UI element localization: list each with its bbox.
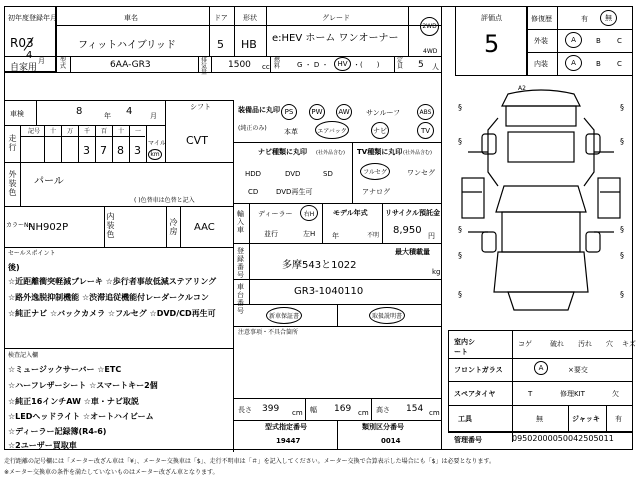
mgmt-label: 管理番号 bbox=[454, 436, 482, 444]
inspection-year-unit: 年 bbox=[104, 112, 111, 120]
inspector-item-1: ☆ミュージックサーバー ☆ETC bbox=[8, 365, 122, 374]
equipment-tv: TV bbox=[417, 122, 434, 139]
exterior-color: パール bbox=[34, 176, 64, 187]
mileage-digit-4: 8 bbox=[117, 144, 124, 157]
svg-text:§: § bbox=[620, 251, 624, 260]
shape: HB bbox=[241, 38, 257, 51]
mileage-unit-3: 百 bbox=[101, 128, 108, 135]
nav-hdd: HDD bbox=[245, 170, 262, 178]
mileage-digit-3: 7 bbox=[100, 144, 107, 157]
mileage-unit-5: 一 bbox=[135, 128, 142, 135]
equipment-airbag: エアバック bbox=[315, 121, 349, 139]
type-no: 19447 bbox=[276, 437, 301, 445]
exterior-note: ( )色替車は色替と記入 bbox=[134, 197, 195, 204]
color-no: NH902P bbox=[28, 222, 69, 233]
manual-selected: 取扱説明書 bbox=[369, 307, 405, 324]
chassis-label: 車台番号 bbox=[237, 283, 244, 315]
spare-missing: 欠 bbox=[612, 390, 619, 398]
nav-cd: CD bbox=[248, 188, 259, 196]
room-item-dirt: 汚れ bbox=[578, 340, 592, 348]
chassis: GR3-1040110 bbox=[294, 286, 364, 297]
spare-t: T bbox=[528, 390, 533, 398]
repair-none-selected: 無 bbox=[600, 10, 617, 26]
length-unit: cm bbox=[292, 409, 303, 417]
mileage-label: 走行 bbox=[8, 134, 17, 152]
drive-2wd-selected: 2WD bbox=[420, 17, 439, 36]
cooler-label: 冷房 bbox=[169, 218, 178, 236]
svg-text:§: § bbox=[458, 290, 462, 299]
tv-title: TV種類に丸印 bbox=[357, 148, 403, 156]
svg-text:§: § bbox=[620, 137, 624, 146]
interior-grade-b: B bbox=[596, 60, 601, 68]
reg-no: 多摩543と1022 bbox=[282, 260, 357, 271]
room-item-hole: 穴 bbox=[606, 340, 613, 348]
selling-points-title: セールスポイント bbox=[8, 250, 56, 257]
room-item-scratch: キズ bbox=[622, 340, 636, 348]
room-item-koge: コゲ bbox=[518, 340, 532, 348]
import-label: 輸入車 bbox=[237, 210, 244, 234]
footer-line-2: ※メーター交換車の条件を満たしていないものはメーター改ざん車となります。 bbox=[4, 469, 219, 476]
selling-point-1: ☆近距離衝突軽減ブレーキ ☆歩行者事故低減ステアリング bbox=[8, 277, 217, 286]
mgmt-no: 09502000050042505011 bbox=[512, 434, 614, 443]
model-name: フィットハイブリッド bbox=[78, 40, 176, 51]
displacement: 1500 bbox=[228, 60, 251, 70]
mileage-unit-2: 千 bbox=[84, 128, 91, 135]
score-label: 評価点 bbox=[481, 14, 502, 22]
equipment-aw: AW bbox=[336, 104, 352, 120]
fuel-selected: HV bbox=[334, 57, 351, 71]
tools-label: 工具 bbox=[458, 415, 472, 423]
equipment-title: 装備品に丸印 bbox=[238, 106, 280, 114]
reg-year: R03 bbox=[10, 36, 34, 50]
height: 154 bbox=[406, 404, 424, 414]
fuel-label: 燃料 bbox=[274, 57, 281, 70]
drive-4wd: 4WD bbox=[423, 48, 438, 55]
reg-no-label: 登録番号 bbox=[237, 247, 244, 279]
tv-note: (社外品含む) bbox=[403, 150, 432, 156]
capacity-label: 定員 bbox=[397, 57, 404, 70]
tv-oneseg: ワンセグ bbox=[407, 169, 435, 177]
reg-year-label: 初年度登録年月 bbox=[8, 14, 57, 22]
inspection-label: 車検 bbox=[10, 110, 24, 118]
exterior-grade-a: A bbox=[565, 32, 582, 48]
new-car-warranty-selected: 新車保証書 bbox=[266, 307, 302, 324]
recycle-label: リサイクル預託金 bbox=[385, 209, 441, 217]
model-year-unknown: 不明 bbox=[367, 232, 380, 239]
tv-analog: アナログ bbox=[362, 188, 390, 196]
footer-line-1: 走行距離の記号欄には「メーター改ざん車は「¥」、メーター交換車は「$」、走行不明車は「＃」を記入してください。メーター交換で合算表示した場合にも「$」は必要となります。 bbox=[4, 458, 495, 465]
height-unit: cm bbox=[429, 409, 440, 417]
exterior-grade-label: 外装 bbox=[534, 37, 548, 45]
type-label: 型式 bbox=[60, 57, 67, 70]
svg-text:§: § bbox=[458, 225, 462, 234]
shape-label: 形状 bbox=[243, 14, 257, 22]
glass-a-selected: A bbox=[534, 361, 548, 375]
spare-label: スペアタイヤ bbox=[454, 390, 496, 398]
displacement-unit: cc bbox=[262, 63, 270, 71]
nav-dvd-playback: DVD再生可 bbox=[276, 188, 313, 196]
svg-text:§: § bbox=[458, 251, 462, 260]
mileage-unit-mile: マイル bbox=[148, 140, 166, 147]
capacity-unit: 人 bbox=[432, 63, 439, 71]
max-load-label: 最大積載量 bbox=[395, 248, 430, 256]
length-label: 長さ bbox=[238, 406, 252, 414]
shift: CVT bbox=[186, 134, 208, 147]
interior-grade-label: 内装 bbox=[534, 60, 548, 68]
fuel-other: ・( ) bbox=[353, 61, 380, 69]
svg-text:§: § bbox=[458, 137, 462, 146]
inspector-item-5: ☆ディーラー記録簿(R4-6) bbox=[8, 427, 107, 436]
nav-sd: SD bbox=[323, 170, 333, 178]
svg-text:§: § bbox=[458, 103, 462, 112]
nav-note: (社外品含む) bbox=[316, 150, 345, 156]
svg-text:§: § bbox=[620, 290, 624, 299]
mileage-unit-km: km bbox=[148, 149, 162, 160]
mileage-digit-2: 3 bbox=[83, 144, 90, 157]
selling-point-2: ☆路外逸脱抑制機能 ☆渋滞追従機能付レーダークルコン bbox=[8, 293, 209, 302]
equipment-subtitle: (純正のみ) bbox=[238, 125, 267, 132]
interior-label: 内装色 bbox=[106, 212, 115, 239]
doors-label: ドア bbox=[214, 14, 228, 22]
model-label: 車名 bbox=[124, 14, 138, 22]
recycle-value: 8,950 bbox=[393, 225, 422, 236]
import-handle-left: 左H bbox=[303, 230, 316, 238]
import-handle-right-selected: 右H bbox=[300, 205, 318, 221]
mileage-unit-4: 十 bbox=[118, 128, 125, 135]
caution-label: 注意事項・不具合箇所 bbox=[238, 329, 299, 336]
room-label: 室内シート bbox=[454, 338, 475, 356]
capacity: 5 bbox=[418, 60, 424, 70]
interior-grade-c: C bbox=[617, 60, 622, 68]
tools-value: 無 bbox=[536, 415, 543, 423]
import-parallel: 並行 bbox=[264, 230, 278, 238]
nav-title: ナビ種類に丸印 bbox=[258, 148, 307, 156]
grade: e:HEV ホーム ワンオーナー bbox=[272, 33, 399, 44]
import-dealer: ディーラー bbox=[258, 210, 293, 218]
equipment-ps: PS bbox=[281, 104, 297, 120]
interior-grade-a: A bbox=[565, 55, 582, 71]
reg-month: 4 bbox=[26, 50, 33, 61]
car-diagram bbox=[448, 82, 634, 322]
svg-text:§: § bbox=[620, 103, 624, 112]
mileage-unit-0: 十 bbox=[50, 128, 57, 135]
inspector-item-3: ☆純正16インチAW ☆車・ナビ取説 bbox=[8, 397, 139, 406]
recycle-unit: 円 bbox=[428, 232, 435, 240]
reg-month-unit: 月 bbox=[38, 57, 45, 65]
model-year-label: モデル年式 bbox=[333, 209, 368, 217]
inspection-year: 8 bbox=[76, 106, 83, 117]
glass-replace: ×要交 bbox=[568, 366, 588, 374]
shift-label: シフト bbox=[190, 103, 211, 111]
svg-text:§: § bbox=[620, 225, 624, 234]
use: 自家用 bbox=[10, 63, 38, 73]
jack-value: 有 bbox=[615, 415, 622, 423]
doors: 5 bbox=[217, 38, 224, 51]
equipment-abs: ABS bbox=[417, 104, 434, 120]
exterior-label: 外装色 bbox=[8, 170, 17, 197]
color-no-label: カラーNo. bbox=[6, 222, 34, 229]
repair-yes: 有 bbox=[581, 15, 588, 23]
max-load-unit: kg bbox=[432, 268, 441, 276]
length: 399 bbox=[262, 404, 280, 414]
inspector-item-2: ☆ハーフレザーシート ☆スマートキー2個 bbox=[8, 381, 158, 390]
glass-label: フロントガラス bbox=[454, 366, 503, 374]
exterior-grade-b: B bbox=[596, 37, 601, 45]
width-unit: cm bbox=[358, 409, 369, 417]
grade-label: グレード bbox=[322, 14, 350, 22]
jack-label: ジャッキ bbox=[572, 415, 600, 423]
width-label: 幅 bbox=[310, 406, 317, 414]
nav-dvd: DVD bbox=[285, 170, 301, 178]
repair-label: 修復歴 bbox=[531, 15, 552, 23]
equipment-pw: PW bbox=[309, 104, 325, 120]
selling-point-3: ☆純正ナビ ☆バックカメラ ☆フルセグ ☆DVD/CD再生可 bbox=[8, 309, 216, 318]
mileage-unit-1: 万 bbox=[67, 128, 74, 135]
spare-kit: 修理KIT bbox=[560, 390, 585, 398]
car-damage-a2: A2 bbox=[518, 85, 526, 92]
selling-points-header-line: 後) bbox=[8, 263, 20, 272]
exterior-grade-c: C bbox=[617, 37, 622, 45]
mileage-digit-5: 3 bbox=[134, 144, 141, 157]
inspection-month-unit: 月 bbox=[150, 112, 157, 120]
class-no-label: 類別区分番号 bbox=[362, 423, 404, 431]
type-no-label: 型式指定番号 bbox=[265, 423, 307, 431]
equipment-leather: 本革 bbox=[284, 128, 298, 136]
inspector-item-6: ☆2ユーザー買取車 bbox=[8, 441, 77, 450]
inspection-month: 4 bbox=[126, 106, 133, 117]
cooler: AAC bbox=[194, 222, 215, 233]
displacement-label: 排気量 bbox=[201, 57, 208, 76]
equipment-sunroof: サンルーフ bbox=[366, 109, 401, 117]
height-label: 高さ bbox=[376, 406, 390, 414]
width: 169 bbox=[334, 404, 352, 414]
nav-memory-selected bbox=[237, 185, 238, 186]
class-no: 0014 bbox=[381, 437, 401, 445]
model-year-year: 年 bbox=[332, 232, 339, 240]
room-item-tear: 破れ bbox=[550, 340, 564, 348]
tv-fullseg-selected: フルセグ bbox=[360, 163, 390, 180]
inspector-title: 検査記入欄 bbox=[8, 352, 39, 359]
fuel-options: G ・ D ・ bbox=[297, 61, 329, 69]
mileage-memo-label: 記号 bbox=[28, 128, 41, 135]
inspector-item-4: ☆LEDヘッドライト ☆オートハイビーム bbox=[8, 412, 154, 421]
type: 6AA-GR3 bbox=[110, 60, 151, 70]
equipment-navi: ナビ bbox=[371, 122, 389, 139]
score: 5 bbox=[484, 30, 500, 58]
